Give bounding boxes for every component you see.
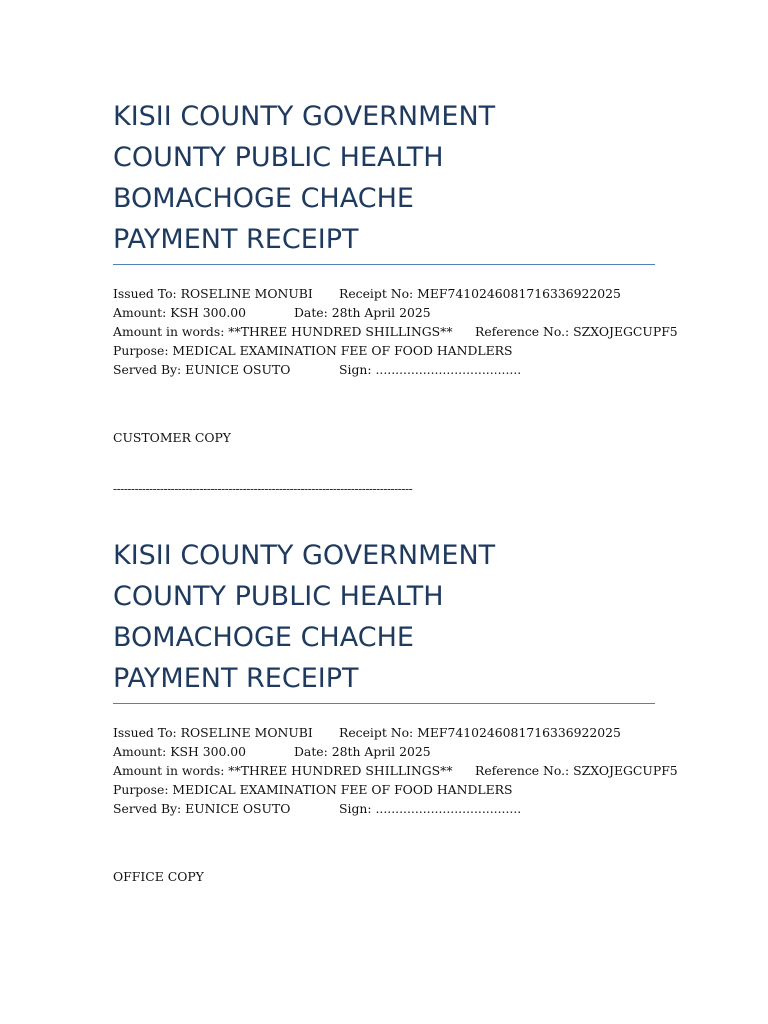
purpose: Purpose: MEDICAL EXAMINATION FEE OF FOOD HANDLERS xyxy=(113,343,513,358)
title-line-department: COUNTY PUBLIC HEALTH xyxy=(113,142,444,173)
details-row xyxy=(113,284,655,303)
receipt-title xyxy=(113,96,655,260)
amount: Amount: KSH 300.00 xyxy=(113,305,247,320)
title-line-department: COUNTY PUBLIC HEALTH xyxy=(113,581,444,612)
served-by: Served By: EUNICE OSUTO xyxy=(113,362,291,377)
details-row xyxy=(113,360,655,379)
receipt-details xyxy=(113,284,678,379)
amount: Amount: KSH 300.00 xyxy=(113,744,247,759)
receipt-number: Receipt No: MEF7410246081716336922025 xyxy=(339,286,621,301)
receipt-customer-copy xyxy=(113,96,678,379)
receipt-number: Receipt No: MEF7410246081716336922025 xyxy=(339,725,621,740)
title-line-county: KISII COUNTY GOVERNMENT xyxy=(113,101,496,132)
issued-to: Issued To: ROSELINE MONUBI xyxy=(113,725,313,740)
details-row xyxy=(113,723,655,742)
signature-line: Sign: ..................................... xyxy=(339,362,522,377)
issued-to: Issued To: ROSELINE MONUBI xyxy=(113,286,313,301)
receipt-office-copy xyxy=(113,535,678,818)
copy-label-customer: CUSTOMER COPY xyxy=(113,430,231,445)
cut-line-separator: ----------------------------------------------------------------------------------- xyxy=(113,482,413,496)
amount-in-words: Amount in words: **THREE HUNDRED SHILLINGS** xyxy=(113,324,453,339)
title-line-receipt: PAYMENT RECEIPT xyxy=(113,663,359,694)
reference-number: Reference No.: SZXOJEGCUPF5 xyxy=(475,324,678,339)
details-row xyxy=(113,742,655,761)
details-row xyxy=(113,341,655,360)
title-line-county: KISII COUNTY GOVERNMENT xyxy=(113,540,496,571)
details-row xyxy=(113,799,655,818)
title-underline xyxy=(113,703,655,704)
reference-number: Reference No.: SZXOJEGCUPF5 xyxy=(475,763,678,778)
receipt-details xyxy=(113,723,678,818)
amount-in-words: Amount in words: **THREE HUNDRED SHILLINGS** xyxy=(113,763,453,778)
details-row xyxy=(113,322,678,341)
title-line-ward: BOMACHOGE CHACHE xyxy=(113,183,414,214)
details-row xyxy=(113,761,678,780)
details-row xyxy=(113,780,655,799)
purpose: Purpose: MEDICAL EXAMINATION FEE OF FOOD HANDLERS xyxy=(113,782,513,797)
copy-label-office: OFFICE COPY xyxy=(113,869,204,884)
receipt-title xyxy=(113,535,655,699)
title-underline xyxy=(113,264,655,265)
title-line-ward: BOMACHOGE CHACHE xyxy=(113,622,414,653)
receipt-date: Date: 28th April 2025 xyxy=(294,744,431,759)
receipt-date: Date: 28th April 2025 xyxy=(294,305,431,320)
signature-line: Sign: ..................................... xyxy=(339,801,522,816)
served-by: Served By: EUNICE OSUTO xyxy=(113,801,291,816)
details-row xyxy=(113,303,655,322)
title-line-receipt: PAYMENT RECEIPT xyxy=(113,224,359,255)
